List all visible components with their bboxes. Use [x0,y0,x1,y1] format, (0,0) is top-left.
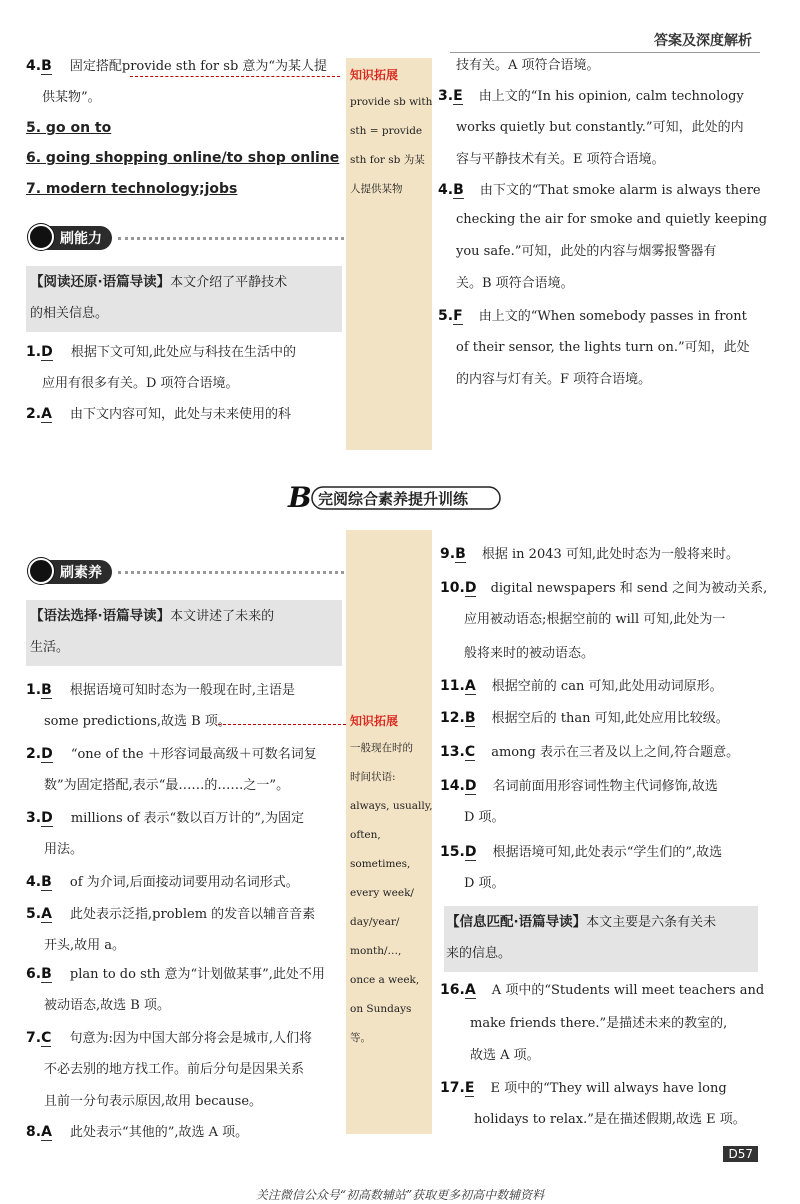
answer-item-grammar-1-l2: some predictions,故选 B 项。 [44,714,231,729]
answer-item-grammar-15: 15.D 根据语境可知,此处表示“学生们的”,故选 [440,844,723,860]
info-match-guide-line2: 来的信息。 [446,946,512,961]
answer-item-grammar-15-l2: D 项。 [464,876,505,891]
footer-note: 关注微信公众号“初高数辅站”获取更多初高中数辅资料 [255,1188,545,1202]
answer-item-top-7: 7. modern technology;jobs [26,181,238,197]
answer-item-reading-4-l2: checking the air for smoke and quietly keeping [456,212,768,227]
answer-item-reading-1-cont: 应用有很多有关。D 项符合语境。 [42,376,239,391]
answer-item-reading-5-l3: 的内容与灯有关。F 项符合语境。 [456,372,652,387]
answer-item-grammar-3-l2: 用法。 [44,842,84,857]
answer-item-grammar-2: 2.D “one of the ＋形容词最高级＋可数名词复 [26,746,317,762]
answer-item-grammar-10: 10.D digital newspapers 和 send 之间为被动关系, [440,580,768,596]
page-number: D57 [723,1146,758,1162]
answer-item-match-16: 16.A A 项中的“Students will meet teachers and [440,982,765,998]
dotted-divider [118,237,344,240]
answer-item-top-4-cont: 供某物”。 [42,90,101,105]
answer-item-grammar-10-l3: 般将来时的被动语态。 [464,646,595,661]
section-badge-ability: 刷能力 [34,226,112,250]
grammar-guide-line1: 【语法选择·语篇导读】本文讲述了未来的 [30,608,275,624]
answer-item-grammar-13: 13.C among 表示在三者及以上之间,符合题意。 [440,744,740,760]
knowledge-note-body-bottom: 一般现在时的 时间状语: always, usually, often, sometimes, every week/ day/year/ month/…, once a week, on Sundays 等。 [350,742,433,1044]
answer-item-grammar-8: 8.A 此处表示“其他的”,故选 A 项。 [26,1124,249,1140]
knowledge-note-title-bottom: 知识拓展 [350,714,399,728]
answer-item-grammar-10-l2: 应用被动语态;根据空前的 will 可知,此处为一 [464,612,726,627]
reading-guide-line1: 【阅读还原·语篇导读】本文介绍了平静技术 [30,274,288,290]
answer-item-top-4: 4.B 固定搭配provide sth for sb 意为“为某人提 [26,58,328,74]
header-title: 答案及深度解析 [654,33,752,49]
answer-item-reading-5-l2: of their sensor, the lights turn on.”可知，此处 [456,340,750,355]
section-badge-literacy: 刷素养 [34,560,112,584]
answer-item-grammar-5-l2: 开头,故用 a。 [44,938,126,953]
answer-item-grammar-1: 1.B 根据语境可知时态为一般现在时,主语是 [26,682,296,698]
answer-item-reading-4-l3: you safe.”可知，此处的内容与烟雾报警器有 [456,244,717,259]
answer-item-grammar-14: 14.D 名词前面用形容词性物主代词修饰,故选 [440,778,718,794]
dotted-divider-2 [118,571,344,574]
answer-item-grammar-7: 7.C 句意为:因为中国大部分将会是城市,人们将 [26,1030,312,1046]
answer-item-grammar-9: 9.B 根据 in 2043 可知,此处时态为一般将来时。 [440,546,740,562]
answer-item-match-16-l2: make friends there.”是描述未来的教室的, [470,1016,728,1031]
knowledge-note-title-top: 知识拓展 [350,68,399,82]
answer-item-grammar-2-l2: 数”为固定搭配,表示“最……的……之一”。 [44,778,290,793]
knowledge-note-body-top: provide sb with sth = provide sth for sb 为某 人提供某物 [350,96,433,195]
answer-item-reading-1: 1.D 根据下文可知,此处应与科技在生活中的 [26,344,296,360]
answer-item-grammar-14-l2: D 项。 [464,810,505,825]
answer-item-top-6: 6. going shopping online/to shop online [26,150,340,166]
header-rule [450,52,760,53]
answer-item-grammar-6-l2: 被动语态,故选 B 项。 [44,998,170,1013]
answer-item-grammar-4: 4.B of 为介词,后面接动词要用动名词形式。 [26,874,299,890]
answer-item-reading-2: 2.A 由下文内容可知，此处与未来使用的科 [26,406,292,422]
section-title-banner [286,482,502,516]
info-match-guide-line1: 【信息匹配·语篇导读】本文主要是六条有关未 [446,914,717,930]
answer-item-grammar-7-l2: 不必去别的地方找工作。前后分句是因果关系 [44,1062,305,1077]
answer-item-match-16-l3: 故选 A 项。 [470,1048,540,1063]
answer-item-reading-4: 4.B 由下文的“That smoke alarm is always there [438,182,761,198]
answer-item-match-17-l2: holidays to relax.”是在描述假期,故选 E 项。 [474,1112,746,1127]
answer-item-grammar-3: 3.D millions of 表示“数以百万计的”,为固定 [26,810,304,826]
answer-item-grammar-7-l3: 且前一分句表示原因,故用 because。 [44,1094,263,1109]
note-pointer-top [130,76,340,77]
answer-item-reading-3: 3.E 由上文的“In his opinion, calm technology [438,88,744,104]
answer-item-grammar-12: 12.B 根据空后的 than 可知,此处应用比较级。 [440,710,729,726]
answer-item-match-17: 17.E E 项中的“They will always have long [440,1080,727,1096]
grammar-guide-line2: 生活。 [30,640,70,655]
answer-item-grammar-6: 6.B plan to do sth 意为“计划做某事”,此处不用 [26,966,325,982]
answer-item-reading-5: 5.F 由上文的“When somebody passes in front [438,308,747,324]
answer-item-top-5: 5. go on to [26,120,112,136]
answer-item-reading-3-l2: works quietly but constantly.”可知，此处的内 [456,120,744,135]
answer-item-top-cont: 技有关。A 项符合语境。 [456,58,600,73]
reading-guide-line2: 的相关信息。 [30,306,109,321]
answer-item-grammar-11: 11.A 根据空前的 can 可知,此处用动词原形。 [440,678,723,694]
answer-item-reading-4-l4: 关。B 项符合语境。 [456,276,574,291]
pen-badge-icon-2 [28,558,54,584]
answer-item-reading-3-l3: 容与平静技术有关。E 项符合语境。 [456,152,665,167]
note-pointer-bottom [218,724,346,725]
section-letter: B [288,482,312,512]
answer-item-grammar-5: 5.A 此处表示泛指,problem 的发音以辅音音素 [26,906,316,922]
pen-badge-icon [28,224,54,250]
section-title: 完阅综合素养提升训练 [318,490,469,508]
